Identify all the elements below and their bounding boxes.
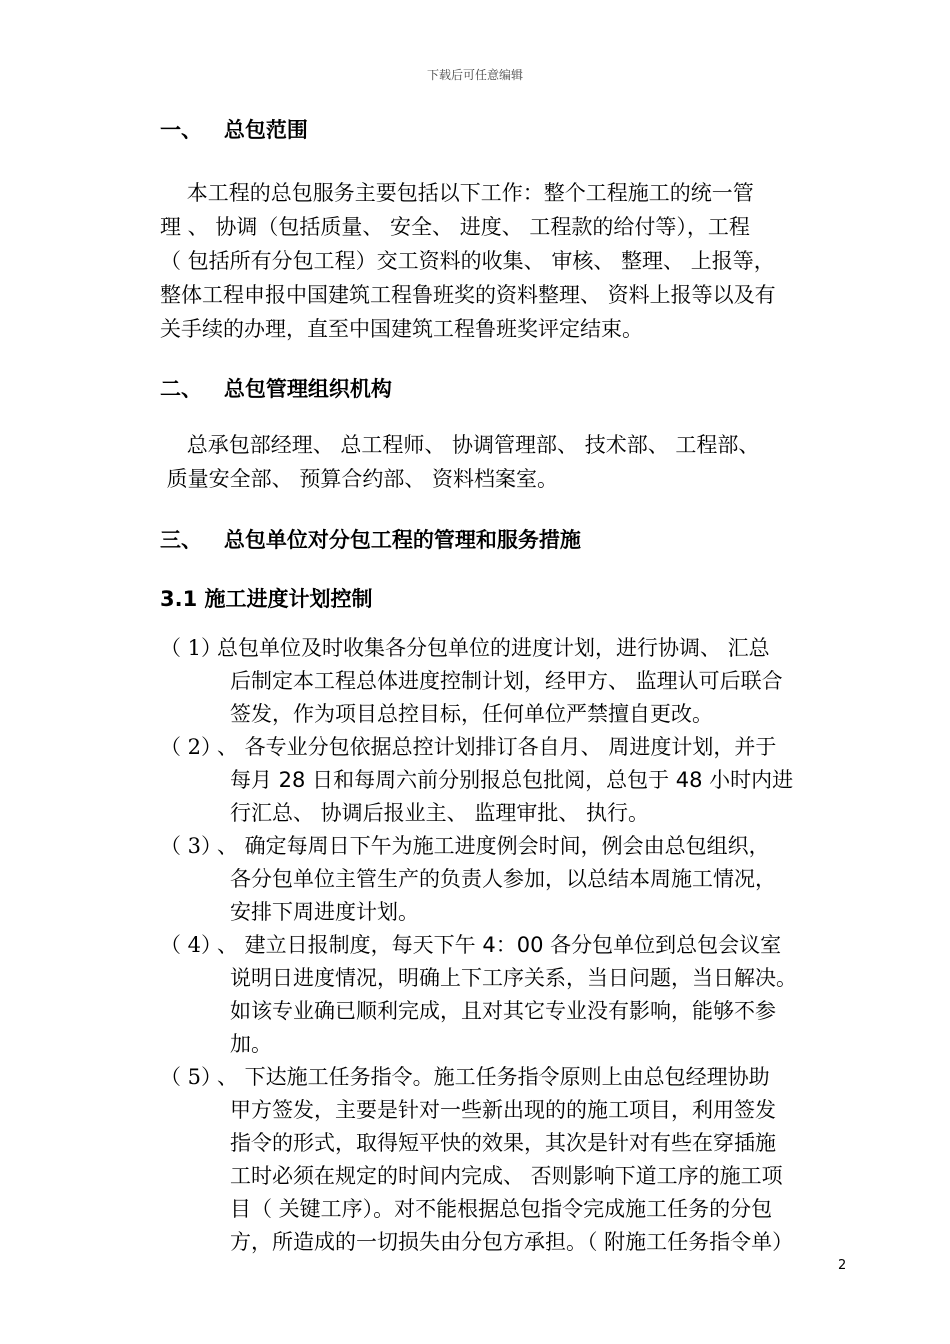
item-line: 加。 <box>230 1032 272 1056</box>
item-line: 总包单位及时收集各分包单位的进度计划，进行协调、 汇总 <box>217 636 770 660</box>
item-line: 工时必须在规定的时间内完成、 否则影响下道工序的施工项 <box>230 1164 783 1188</box>
item-line: 、 建立日报制度，每天下午 4：00 各分包单位到总包会议室 <box>217 933 782 957</box>
page-header: 下载后可任意编辑 <box>426 68 523 82</box>
item-line: 说明日进度情况，明确上下工序关系，当日问题，当日解决。 <box>230 966 797 990</box>
item-line: 行汇总、 协调后报业主、 监理审批、 执行。 <box>230 801 650 825</box>
item-line: 安排下周进度计划。 <box>230 900 419 924</box>
item-line: 各分包单位主管生产的负责人参加，以总结本周施工情况， <box>230 867 776 891</box>
paragraph-line: 整体工程申报中国建筑工程鲁班奖的资料整理、 资料上报等以及有 <box>160 283 776 307</box>
section-1-title: 一、 总包范围 <box>160 118 308 142</box>
paragraph-line: 关手续的办理，直至中国建筑工程鲁班奖评定结束。 <box>160 317 643 341</box>
item-number: （ 2） <box>160 735 223 759</box>
item-line: 指令的形式，取得短平快的效果，其次是针对有些在穿插施 <box>230 1131 776 1155</box>
section-2-paragraph <box>160 428 870 496</box>
item-number: （ 3） <box>160 834 223 858</box>
item-line: 后制定本工程总体进度控制计划，经甲方、 监理认可后联合 <box>230 669 783 693</box>
subsection-3-1-title: 3.1 施工进度计划控制 <box>160 587 373 611</box>
item-line: 方，所造成的一切损失由分包方承担。（ 附施工任务指令单） <box>230 1230 794 1254</box>
item-line: 、 下达施工任务指令。施工任务指令原则上由总包经理协助 <box>217 1065 770 1089</box>
paragraph-line: （ 包括所有分包工程）交工资料的收集、 审核、 整理、 上报等， <box>160 249 775 273</box>
page-number: 2 <box>838 1258 847 1273</box>
item-line: 目（ 关键工序）。对不能根据总包指令完成施工任务的分包 <box>230 1197 773 1221</box>
item-line: 每月 28 日和每周六前分别报总包批阅，总包于 48 小时内进 <box>230 768 794 792</box>
paragraph-line: 理 、 协调（包括质量、 安全、 进度、 工程款的给付等），工程 <box>160 215 750 239</box>
item-line: 签发，作为项目总控目标，任何单位严禁擅自更改。 <box>230 702 713 726</box>
item-line: 如该专业确已顺利完成，且对其它专业没有影响，能够不参 <box>230 999 776 1023</box>
item-number: （ 5） <box>160 1065 223 1089</box>
paragraph-line: 本工程的总包服务主要包括以下工作：整个工程施工的统一管 <box>160 181 754 205</box>
item-line: 、 各专业分包依据总控计划排订各自月、 周进度计划，并于 <box>217 735 777 759</box>
section-1-paragraph <box>160 176 850 346</box>
section-2-title: 二、 总包管理组织机构 <box>160 377 392 401</box>
list-item <box>160 830 860 929</box>
paragraph-line: 总承包部经理、 总工程师、 协调管理部、 技术部、 工程部、 <box>160 433 760 457</box>
item-line: 、 确定每周日下午为施工进度例会时间，例会由总包组织， <box>217 834 770 858</box>
item-number: （ 1） <box>160 636 223 660</box>
list-item <box>160 632 860 731</box>
list-item <box>160 1061 860 1259</box>
section-3-title: 三、 总包单位对分包工程的管理和服务措施 <box>160 528 581 552</box>
list-item <box>160 929 860 1061</box>
item-number: （ 4） <box>160 933 223 957</box>
paragraph-line: 质量安全部、 预算合约部、 资料档案室。 <box>160 467 559 491</box>
item-line: 甲方签发，主要是针对一些新出现的的施工项目，利用签发 <box>230 1098 776 1122</box>
list-item <box>160 731 860 830</box>
